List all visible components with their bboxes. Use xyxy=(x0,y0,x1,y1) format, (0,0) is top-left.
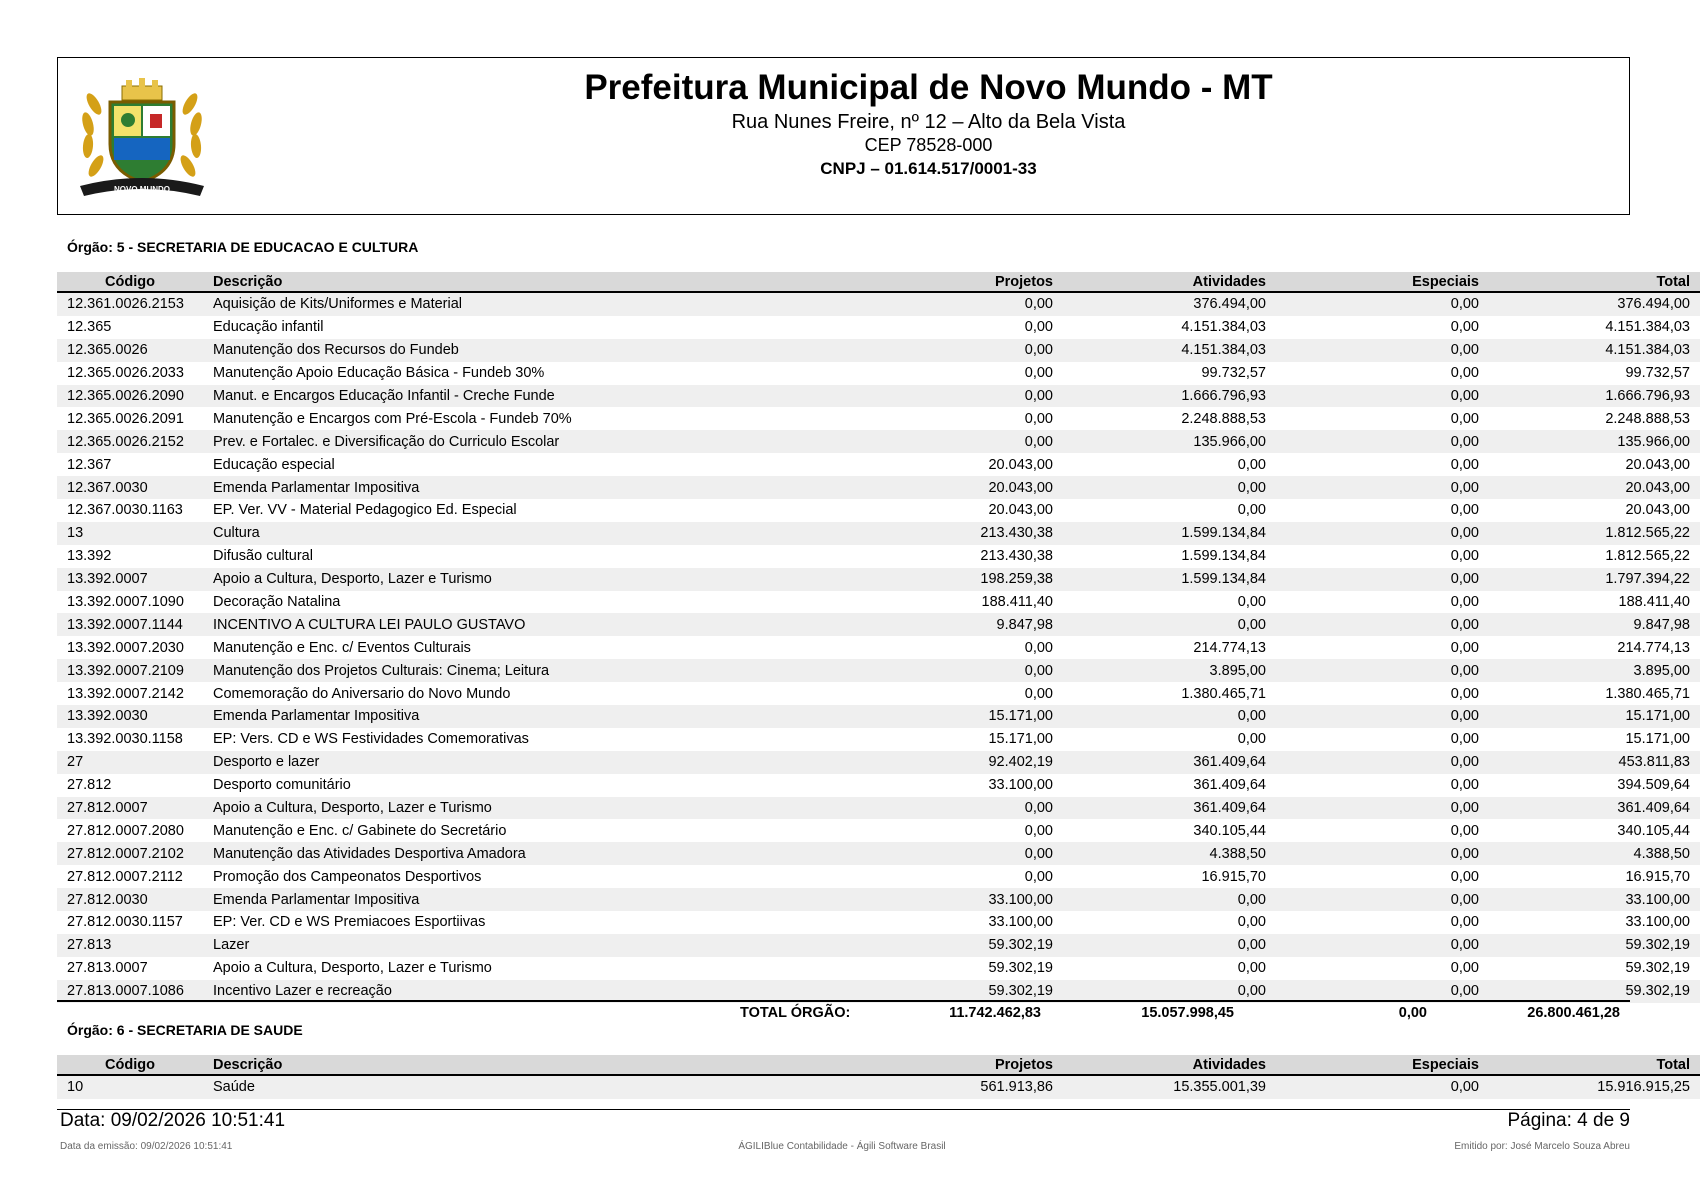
header-address: Rua Nunes Freire, nº 12 – Alto da Bela Vista xyxy=(731,111,1126,133)
cell-especiais: 0,00 xyxy=(1450,548,1479,565)
cell-especiais: 0,00 xyxy=(1450,685,1479,702)
table-row xyxy=(57,911,1700,934)
cell-especiais: 0,00 xyxy=(1276,476,1489,499)
cell-descricao: Difusão cultural xyxy=(213,548,313,565)
orgao-6-heading: Órgão: 6 - SECRETARIA DE SAUDE xyxy=(67,1022,303,1038)
cell-total: 20.043,00 xyxy=(1489,476,1700,499)
cell-atividades: 4.151.384,03 xyxy=(1181,319,1266,336)
cell-descricao: Manutenção e Enc. c/ Gabinete do Secretário xyxy=(213,822,507,839)
cell-projetos: 33.100,00 xyxy=(988,777,1053,794)
table-row xyxy=(57,522,1700,545)
cell-codigo: 27.813 xyxy=(57,934,203,957)
cell-descricao: Cultura xyxy=(203,522,783,545)
cell-especiais: 0,00 xyxy=(1276,385,1489,408)
cell-especiais: 0,00 xyxy=(1450,410,1479,427)
total-especiais: 0,00 xyxy=(1398,1005,1427,1021)
cell-atividades: 1.380.465,71 xyxy=(1181,685,1266,702)
cell-atividades: 0,00 xyxy=(1063,980,1276,1003)
header-cep: CEP 78528-000 xyxy=(864,135,993,155)
table-row xyxy=(57,751,1700,774)
cell-descricao: Manutenção das Atividades Desportiva Amadora xyxy=(203,842,783,865)
cell-projetos: 33.100,00 xyxy=(783,888,1063,911)
orgao-5-total-row xyxy=(57,1000,1630,1024)
cell-atividades: 0,00 xyxy=(1063,888,1276,911)
cell-total: 376.494,00 xyxy=(1489,292,1700,316)
table-row xyxy=(57,865,1700,888)
cell-total: 3.895,00 xyxy=(1489,659,1700,682)
cell-total: 15.171,00 xyxy=(1625,731,1690,748)
cell-atividades: 0,00 xyxy=(1237,502,1266,519)
cell-descricao: Desporto comunitário xyxy=(213,777,351,794)
cell-atividades: 361.409,64 xyxy=(1063,797,1276,820)
cell-projetos: 15.171,00 xyxy=(783,705,1063,728)
cell-descricao: Emenda Parlamentar Impositiva xyxy=(203,888,783,911)
cell-descricao: Incentivo Lazer e recreação xyxy=(203,980,783,1003)
cell-total: 59.302,19 xyxy=(1489,980,1700,1003)
cell-codigo: 12.367.0030 xyxy=(57,476,203,499)
cell-atividades: 4.388,50 xyxy=(1063,842,1276,865)
table-row xyxy=(57,292,1700,316)
table-row xyxy=(57,362,1700,385)
table-row xyxy=(57,636,1700,659)
cell-descricao: Manutenção dos Recursos do Fundeb xyxy=(203,339,783,362)
cell-descricao: Educação especial xyxy=(213,456,335,473)
cell-especiais: 0,00 xyxy=(1450,731,1479,748)
cell-total: 15.171,00 xyxy=(1489,705,1700,728)
col-header-descricao: Descrição xyxy=(203,1055,783,1075)
cell-codigo: 12.365.0026.2152 xyxy=(57,430,203,453)
logo-ribbon-text: NOVO MUNDO xyxy=(114,185,170,194)
cell-atividades: 0,00 xyxy=(1063,476,1276,499)
table-row xyxy=(57,728,1700,751)
cell-descricao: Manutenção dos Projetos Culturais: Cinema; Leitura xyxy=(203,659,783,682)
cell-especiais: 0,00 xyxy=(1276,659,1489,682)
cell-projetos: 0,00 xyxy=(783,385,1063,408)
total-geral: 26.800.461,28 xyxy=(1527,1005,1620,1021)
cell-projetos: 0,00 xyxy=(783,659,1063,682)
cell-atividades: 1.599.134,84 xyxy=(1063,522,1276,545)
table-row xyxy=(57,613,1700,636)
cell-especiais: 0,00 xyxy=(1450,960,1479,977)
cell-atividades: 99.732,57 xyxy=(1201,365,1266,382)
cell-projetos: 0,00 xyxy=(1024,410,1053,427)
col-header-total: Total xyxy=(1489,1055,1700,1075)
cell-codigo: 13.392.0030.1158 xyxy=(67,731,183,748)
cell-atividades: 0,00 xyxy=(1063,934,1276,957)
cell-descricao: Comemoração do Aniversario do Novo Mundo xyxy=(213,685,511,702)
col-header-codigo: Código xyxy=(57,272,203,292)
cell-projetos: 0,00 xyxy=(1024,822,1053,839)
cell-atividades: 376.494,00 xyxy=(1063,292,1276,316)
cell-especiais: 0,00 xyxy=(1276,705,1489,728)
cell-projetos: 0,00 xyxy=(1024,365,1053,382)
col-header-total: Total xyxy=(1489,272,1700,292)
cell-projetos: 9.847,98 xyxy=(783,613,1063,636)
cell-projetos: 213.430,38 xyxy=(783,522,1063,545)
cell-especiais: 0,00 xyxy=(1450,822,1479,839)
cell-total: 15.916.915,25 xyxy=(1489,1075,1700,1099)
table-row xyxy=(57,316,1700,339)
cell-codigo: 13.392.0007.2030 xyxy=(67,639,184,656)
cell-projetos: 188.411,40 xyxy=(981,594,1053,611)
cell-especiais: 0,00 xyxy=(1276,339,1489,362)
cell-especiais: 0,00 xyxy=(1450,319,1479,336)
table-row xyxy=(57,842,1700,865)
cell-projetos: 0,00 xyxy=(1024,639,1053,656)
table-row xyxy=(57,545,1700,568)
table-row xyxy=(57,705,1700,728)
cell-codigo: 12.365.0026.2033 xyxy=(67,365,184,382)
cell-descricao: Apoio a Cultura, Desporto, Lazer e Turismo xyxy=(203,568,783,591)
cell-projetos: 213.430,38 xyxy=(980,548,1053,565)
cell-total: 16.915,70 xyxy=(1625,868,1690,885)
cell-total: 135.966,00 xyxy=(1489,430,1700,453)
cell-codigo: 12.365.0026.2091 xyxy=(67,410,184,427)
cell-projetos: 20.043,00 xyxy=(988,456,1053,473)
cell-total: 1.797.394,22 xyxy=(1489,568,1700,591)
table-row xyxy=(57,774,1700,797)
cell-especiais: 0,00 xyxy=(1276,430,1489,453)
cell-projetos: 0,00 xyxy=(783,339,1063,362)
cell-total: 20.043,00 xyxy=(1625,502,1690,519)
cell-projetos: 198.259,38 xyxy=(783,568,1063,591)
cell-descricao: Aquisição de Kits/Uniformes e Material xyxy=(203,292,783,316)
cell-especiais: 0,00 xyxy=(1276,842,1489,865)
cell-atividades: 0,00 xyxy=(1237,960,1266,977)
cell-projetos: 33.100,00 xyxy=(988,914,1053,931)
table-row xyxy=(57,682,1700,705)
cell-atividades: 0,00 xyxy=(1237,456,1266,473)
page-title: Prefeitura Municipal de Novo Mundo - MT xyxy=(584,68,1273,107)
cell-descricao: INCENTIVO A CULTURA LEI PAULO GUSTAVO xyxy=(203,613,783,636)
cell-total: 59.302,19 xyxy=(1489,934,1700,957)
cell-codigo: 27.812.0030.1157 xyxy=(67,914,183,931)
table-row xyxy=(57,430,1700,453)
orgao-5-rows xyxy=(57,292,1700,1003)
cell-projetos: 0,00 xyxy=(783,842,1063,865)
cell-descricao: EP: Ver. CD e WS Premiacoes Esportiivas xyxy=(213,914,486,931)
cell-especiais: 0,00 xyxy=(1450,594,1479,611)
cell-total: 2.248.888,53 xyxy=(1605,410,1690,427)
cell-codigo: 13.392.0007.2109 xyxy=(57,659,203,682)
cell-especiais: 0,00 xyxy=(1276,751,1489,774)
cell-projetos: 59.302,19 xyxy=(783,980,1063,1003)
table-row xyxy=(57,476,1700,499)
cell-especiais: 0,00 xyxy=(1276,797,1489,820)
cell-total: 214.774,13 xyxy=(1617,639,1690,656)
cell-especiais: 0,00 xyxy=(1276,934,1489,957)
cell-descricao: Lazer xyxy=(203,934,783,957)
orgao-5-table xyxy=(57,272,1700,1003)
report-header xyxy=(57,57,1630,215)
cell-atividades: 0,00 xyxy=(1237,914,1266,931)
cell-descricao: Manutenção e Encargos com Pré-Escola - Fundeb 70% xyxy=(213,410,572,427)
cell-atividades: 1.666.796,93 xyxy=(1063,385,1276,408)
cell-atividades: 340.105,44 xyxy=(1193,822,1266,839)
cell-codigo: 27.812.0030 xyxy=(57,888,203,911)
table-row xyxy=(57,568,1700,591)
cell-especiais: 0,00 xyxy=(1276,568,1489,591)
cell-projetos: 92.402,19 xyxy=(783,751,1063,774)
cell-total: 9.847,98 xyxy=(1489,613,1700,636)
cell-descricao: Promoção dos Campeonatos Desportivos xyxy=(213,868,482,885)
table-row xyxy=(57,888,1700,911)
cell-projetos: 15.171,00 xyxy=(988,731,1053,748)
cell-descricao: Educação infantil xyxy=(213,319,324,336)
cell-total: 188.411,40 xyxy=(1618,594,1690,611)
header-cnpj: CNPJ – 01.614.517/0001-33 xyxy=(820,159,1037,178)
cell-atividades: 361.409,64 xyxy=(1063,751,1276,774)
cell-total: 20.043,00 xyxy=(1625,456,1690,473)
cell-codigo: 27.812.0007.2080 xyxy=(67,822,184,839)
table-row xyxy=(57,957,1700,980)
table-row xyxy=(57,591,1700,614)
total-atividades: 15.057.998,45 xyxy=(1141,1005,1234,1021)
total-projetos: 11.742.462,83 xyxy=(949,1005,1041,1021)
footer-software: ÁGILIBlue Contabilidade - Ágili Software Brasil xyxy=(738,1141,946,1152)
footer-divider xyxy=(57,1109,1630,1110)
footer-issuer: Emitido por: José Marcelo Souza Abreu xyxy=(1454,1141,1630,1152)
cell-especiais: 0,00 xyxy=(1276,980,1489,1003)
cell-codigo: 27.813.0007 xyxy=(67,960,148,977)
cell-projetos: 0,00 xyxy=(783,797,1063,820)
col-header-especiais: Especiais xyxy=(1276,272,1489,292)
cell-especiais: 0,00 xyxy=(1450,502,1479,519)
cell-codigo: 10 xyxy=(57,1075,203,1099)
cell-especiais: 0,00 xyxy=(1450,777,1479,794)
cell-projetos: 59.302,19 xyxy=(988,960,1053,977)
cell-total: 361.409,64 xyxy=(1489,797,1700,820)
table-row xyxy=(57,407,1700,430)
orgao-6-table xyxy=(57,1055,1700,1099)
col-header-atividades: Atividades xyxy=(1063,272,1276,292)
cell-atividades: 2.248.888,53 xyxy=(1181,410,1266,427)
cell-especiais: 0,00 xyxy=(1450,456,1479,473)
cell-total: 340.105,44 xyxy=(1617,822,1690,839)
cell-atividades: 214.774,13 xyxy=(1193,639,1266,656)
cell-atividades: 135.966,00 xyxy=(1063,430,1276,453)
cell-atividades: 3.895,00 xyxy=(1063,659,1276,682)
cell-especiais: 0,00 xyxy=(1276,613,1489,636)
cell-descricao: Emenda Parlamentar Impositiva xyxy=(203,476,783,499)
cell-codigo: 27.812 xyxy=(67,777,112,794)
cell-atividades: 0,00 xyxy=(1063,705,1276,728)
cell-total: 33.100,00 xyxy=(1489,888,1700,911)
cell-projetos: 0,00 xyxy=(1024,319,1053,336)
cell-total: 453.811,83 xyxy=(1489,751,1700,774)
cell-descricao: Manutenção e Enc. c/ Eventos Culturais xyxy=(213,639,471,656)
cell-projetos: 0,00 xyxy=(783,292,1063,316)
cell-descricao: Apoio a Cultura, Desporto, Lazer e Turismo xyxy=(213,960,492,977)
cell-codigo: 13.392.0007.1144 xyxy=(57,613,203,636)
cell-total: 4.151.384,03 xyxy=(1605,319,1690,336)
col-header-projetos: Projetos xyxy=(783,272,1063,292)
table-header-row xyxy=(57,1055,1700,1075)
col-header-especiais: Especiais xyxy=(1276,1055,1489,1075)
cell-codigo: 12.367.0030.1163 xyxy=(67,502,183,519)
table-row xyxy=(57,659,1700,682)
cell-total: 4.151.384,03 xyxy=(1489,339,1700,362)
cell-descricao: Emenda Parlamentar Impositiva xyxy=(203,705,783,728)
cell-codigo: 12.361.0026.2153 xyxy=(57,292,203,316)
cell-atividades: 0,00 xyxy=(1237,731,1266,748)
cell-projetos: 20.043,00 xyxy=(783,476,1063,499)
cell-descricao: Prev. e Fortalec. e Diversificação do Curriculo Escolar xyxy=(203,430,783,453)
cell-descricao: Manutenção Apoio Educação Básica - Fundeb 30% xyxy=(213,365,545,382)
cell-projetos: 0,00 xyxy=(1024,868,1053,885)
cell-codigo: 12.367 xyxy=(67,456,112,473)
cell-especiais: 0,00 xyxy=(1450,914,1479,931)
cell-descricao: Desporto e lazer xyxy=(203,751,783,774)
cell-total: 59.302,19 xyxy=(1625,960,1690,977)
cell-codigo: 27.812.0007.2112 xyxy=(67,868,183,885)
cell-total: 4.388,50 xyxy=(1489,842,1700,865)
cell-codigo: 27 xyxy=(57,751,203,774)
table-header-row xyxy=(57,272,1700,292)
table-row xyxy=(57,385,1700,408)
cell-total: 1.812.565,22 xyxy=(1489,522,1700,545)
cell-atividades: 1.599.134,84 xyxy=(1063,568,1276,591)
cell-especiais: 0,00 xyxy=(1450,365,1479,382)
orgao-6-rows xyxy=(57,1075,1700,1099)
cell-total: 1.380.465,71 xyxy=(1605,685,1690,702)
col-header-descricao: Descrição xyxy=(203,272,783,292)
cell-total: 394.509,64 xyxy=(1617,777,1690,794)
cell-atividades: 0,00 xyxy=(1237,594,1266,611)
cell-projetos: 20.043,00 xyxy=(988,502,1053,519)
cell-atividades: 361.409,64 xyxy=(1193,777,1266,794)
total-label: TOTAL ÓRGÃO: xyxy=(740,1005,851,1021)
cell-especiais: 0,00 xyxy=(1276,522,1489,545)
table-row xyxy=(57,934,1700,957)
table-row xyxy=(57,499,1700,522)
cell-projetos: 0,00 xyxy=(1024,685,1053,702)
cell-atividades: 16.915,70 xyxy=(1201,868,1266,885)
cell-codigo: 27.812.0007.2102 xyxy=(57,842,203,865)
table-row xyxy=(57,453,1700,476)
cell-especiais: 0,00 xyxy=(1276,1075,1489,1099)
cell-especiais: 0,00 xyxy=(1450,639,1479,656)
table-row xyxy=(57,797,1700,820)
cell-projetos: 0,00 xyxy=(783,430,1063,453)
cell-codigo: 12.365.0026.2090 xyxy=(57,385,203,408)
cell-codigo: 13.392.0007.2142 xyxy=(67,685,184,702)
table-row xyxy=(57,819,1700,842)
cell-descricao: EP: Vers. CD e WS Festividades Comemorativas xyxy=(213,731,529,748)
cell-atividades: 4.151.384,03 xyxy=(1063,339,1276,362)
cell-atividades: 15.355.001,39 xyxy=(1063,1075,1276,1099)
footer-emission-date: Data da emissão: 09/02/2026 10:51:41 xyxy=(60,1141,233,1152)
cell-codigo: 13.392.0007.1090 xyxy=(67,594,184,611)
cell-descricao: Decoração Natalina xyxy=(213,594,341,611)
cell-codigo: 12.365 xyxy=(67,319,112,336)
cell-especiais: 0,00 xyxy=(1276,292,1489,316)
col-header-codigo: Código xyxy=(57,1055,203,1075)
cell-especiais: 0,00 xyxy=(1450,868,1479,885)
cell-total: 1.812.565,22 xyxy=(1605,548,1690,565)
cell-atividades: 1.599.134,84 xyxy=(1181,548,1266,565)
cell-codigo: 27.813.0007.1086 xyxy=(57,980,203,1003)
cell-projetos: 561.913,86 xyxy=(783,1075,1063,1099)
cell-total: 33.100,00 xyxy=(1625,914,1690,931)
footer-date: Data: 09/02/2026 10:51:41 xyxy=(60,1110,286,1131)
cell-codigo: 13 xyxy=(57,522,203,545)
col-header-atividades: Atividades xyxy=(1063,1055,1276,1075)
cell-atividades: 0,00 xyxy=(1063,613,1276,636)
cell-descricao: Saúde xyxy=(203,1075,783,1099)
cell-descricao: Manut. e Encargos Educação Infantil - Creche Funde xyxy=(203,385,783,408)
table-row xyxy=(57,1075,1700,1099)
cell-descricao: Apoio a Cultura, Desporto, Lazer e Turismo xyxy=(203,797,783,820)
cell-projetos: 59.302,19 xyxy=(783,934,1063,957)
page-number: Página: 4 de 9 xyxy=(1507,1110,1630,1131)
orgao-5-heading: Órgão: 5 - SECRETARIA DE EDUCACAO E CULTURA xyxy=(67,239,419,255)
cell-codigo: 13.392.0007 xyxy=(57,568,203,591)
cell-descricao: EP. Ver. VV - Material Pedagogico Ed. Especial xyxy=(213,502,517,519)
cell-especiais: 0,00 xyxy=(1276,888,1489,911)
col-header-projetos: Projetos xyxy=(783,1055,1063,1075)
cell-total: 99.732,57 xyxy=(1625,365,1690,382)
table-row xyxy=(57,339,1700,362)
cell-codigo: 27.812.0007 xyxy=(57,797,203,820)
cell-total: 1.666.796,93 xyxy=(1489,385,1700,408)
cell-codigo: 13.392 xyxy=(67,548,112,565)
cell-codigo: 13.392.0030 xyxy=(57,705,203,728)
cell-codigo: 12.365.0026 xyxy=(57,339,203,362)
